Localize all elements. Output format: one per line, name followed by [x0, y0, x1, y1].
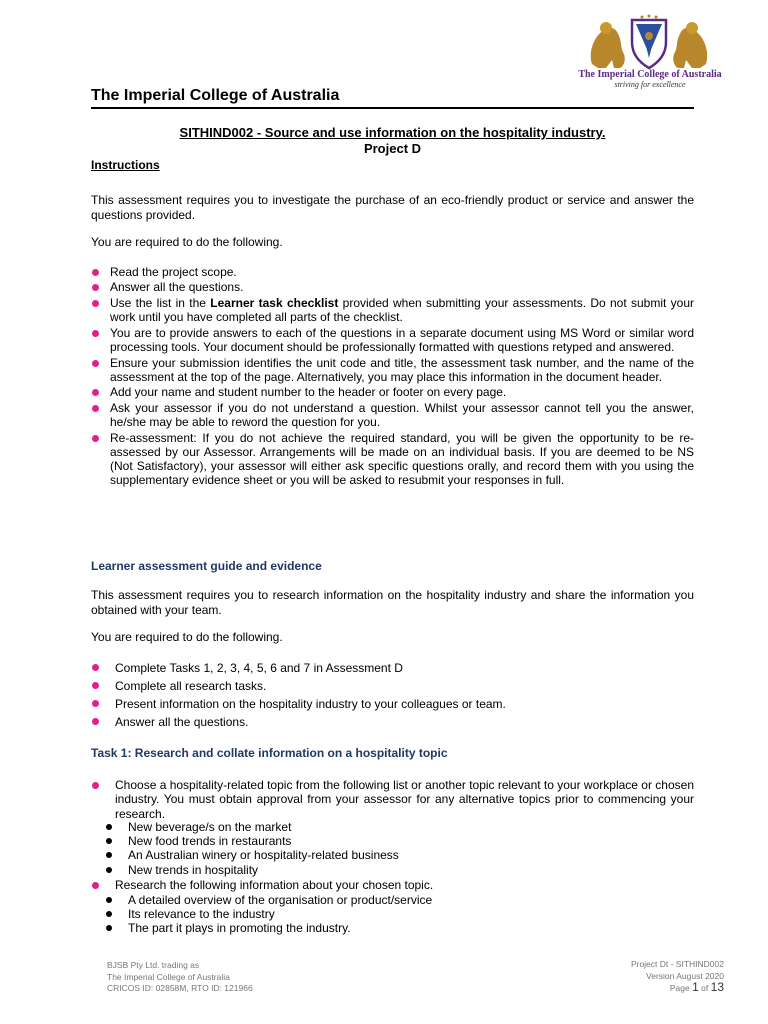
- bullet-icon: [106, 925, 112, 931]
- bullet-icon: [106, 852, 112, 858]
- list-item: New beverage/s on the market: [91, 820, 694, 834]
- bullet-icon: [92, 300, 99, 307]
- list-item: Complete Tasks 1, 2, 3, 4, 5, 6 and 7 in Assessment D: [91, 660, 694, 677]
- learner-guide-list: [91, 660, 694, 732]
- bullet-icon: [92, 360, 99, 367]
- bullet-icon: [92, 284, 99, 291]
- bullet-icon: [92, 435, 99, 442]
- bullet-icon: [106, 838, 112, 844]
- instructions-heading: Instructions: [91, 158, 160, 172]
- list-item: Ask your assessor if you do not understand a question. Whilst your assessor cannot tell you the answer, he/she may be able to reword the question for you.: [91, 401, 694, 430]
- bullet-icon: [92, 682, 99, 689]
- list-item: Answer all the questions.: [91, 714, 694, 731]
- document-title: SITHIND002 - Source and use information on the hospitality industry.: [179, 125, 606, 140]
- bullet-icon: [92, 389, 99, 396]
- list-item: New trends in hospitality: [91, 863, 694, 877]
- list-item: Research the following information about your chosen topic.: [91, 878, 694, 892]
- bullet-icon: [92, 405, 99, 412]
- bullet-icon: [92, 700, 99, 707]
- list-item: You are to provide answers to each of the questions in a separate document using MS Word or similar word processing tools. Your document should be professionally formatted with questions retyped and answered.: [91, 326, 694, 355]
- instructions-list: [91, 265, 694, 489]
- list-item: The part it plays in promoting the industry.: [91, 921, 694, 935]
- bullet-icon: [92, 269, 99, 276]
- task1-research-sublist: [91, 893, 694, 936]
- task1-item1-list: [91, 778, 694, 822]
- footer-page-number: Page 1 of 13: [669, 980, 724, 994]
- task1-topic-sublist: [91, 820, 694, 877]
- list-item: Add your name and student number to the header or footer on every page.: [91, 385, 694, 399]
- footer-line: CRICOS ID: 02858M, RTO ID: 121966: [107, 983, 253, 993]
- learner-guide-required: You are required to do the following.: [91, 630, 283, 644]
- bullet-icon: [92, 718, 99, 725]
- logo-name: The Imperial College of Australia: [578, 69, 722, 80]
- list-item: Use the list in the Learner task checklist provided when submitting your assessments. Do not submit your work until you have completed all parts of the checklist.: [91, 296, 694, 325]
- learner-guide-heading: Learner assessment guide and evidence: [91, 559, 322, 573]
- bullet-icon: [106, 867, 112, 873]
- list-item: New food trends in restaurants: [91, 834, 694, 848]
- footer-organisation: [107, 960, 253, 995]
- footer-version: Version August 2020: [646, 970, 724, 981]
- list-item: Answer all the questions.: [91, 280, 694, 294]
- header-divider: [91, 107, 694, 109]
- instructions-required: You are required to do the following.: [91, 235, 283, 249]
- footer-document-info: [520, 959, 724, 995]
- list-item: Read the project scope.: [91, 265, 694, 279]
- footer-line: BJSB Pty Ltd. trading as: [107, 960, 200, 970]
- list-item: Re-assessment: If you do not achieve the required standard, you will be given the opportunity to be re-assessed by our Assessor. Arrangements will be made on an individual basis. If you are deemed to be NS (Not Satisfactory), your assessor will either ask specific questions orally, and record them with you using the supplementary evidence sheet or you will be asked to resubmit your responses in full.: [91, 431, 694, 488]
- bullet-icon: [92, 330, 99, 337]
- list-item: Ensure your submission identifies the unit code and title, the assessment task number, and the name of the assessment at the top of the page. Alternatively, you may place this information in the document header.: [91, 356, 694, 385]
- list-item: An Australian winery or hospitality-related business: [91, 848, 694, 862]
- task1-heading: Task 1: Research and collate information on a hospitality topic: [91, 746, 448, 760]
- instructions-intro: This assessment requires you to investigate the purchase of an eco-friendly product or service and answer the questions provided.: [91, 193, 694, 222]
- bullet-icon: [92, 882, 99, 889]
- list-item: A detailed overview of the organisation or product/service: [91, 893, 694, 907]
- logo-tagline: striving for excellence: [614, 80, 686, 89]
- learner-guide-intro: This assessment requires you to research information on the hospitality industry and share the information you obtained with your team.: [91, 588, 694, 617]
- bullet-icon: [106, 897, 112, 903]
- college-title: The Imperial College of Australia: [91, 87, 340, 104]
- footer-project: Project Dt - SITHIND002: [630, 959, 724, 969]
- list-item: Present information on the hospitality industry to your colleagues or team.: [91, 696, 694, 713]
- bullet-icon: [92, 664, 99, 671]
- task1-item2-list: [91, 878, 694, 893]
- list-item: Choose a hospitality-related topic from the following list or another topic relevant to your workplace or chosen industry. You must obtain approval from your assessor for any alternative topics prior to commencing your research.: [91, 778, 694, 821]
- footer-line: The Imperial College of Australia: [107, 971, 230, 982]
- document-subtitle: Project D: [363, 141, 422, 156]
- list-item: Complete all research tasks.: [91, 678, 694, 695]
- list-item: Its relevance to the industry: [91, 907, 694, 921]
- bullet-icon: [92, 782, 99, 789]
- bullet-icon: [106, 911, 112, 917]
- bullet-icon: [106, 824, 112, 830]
